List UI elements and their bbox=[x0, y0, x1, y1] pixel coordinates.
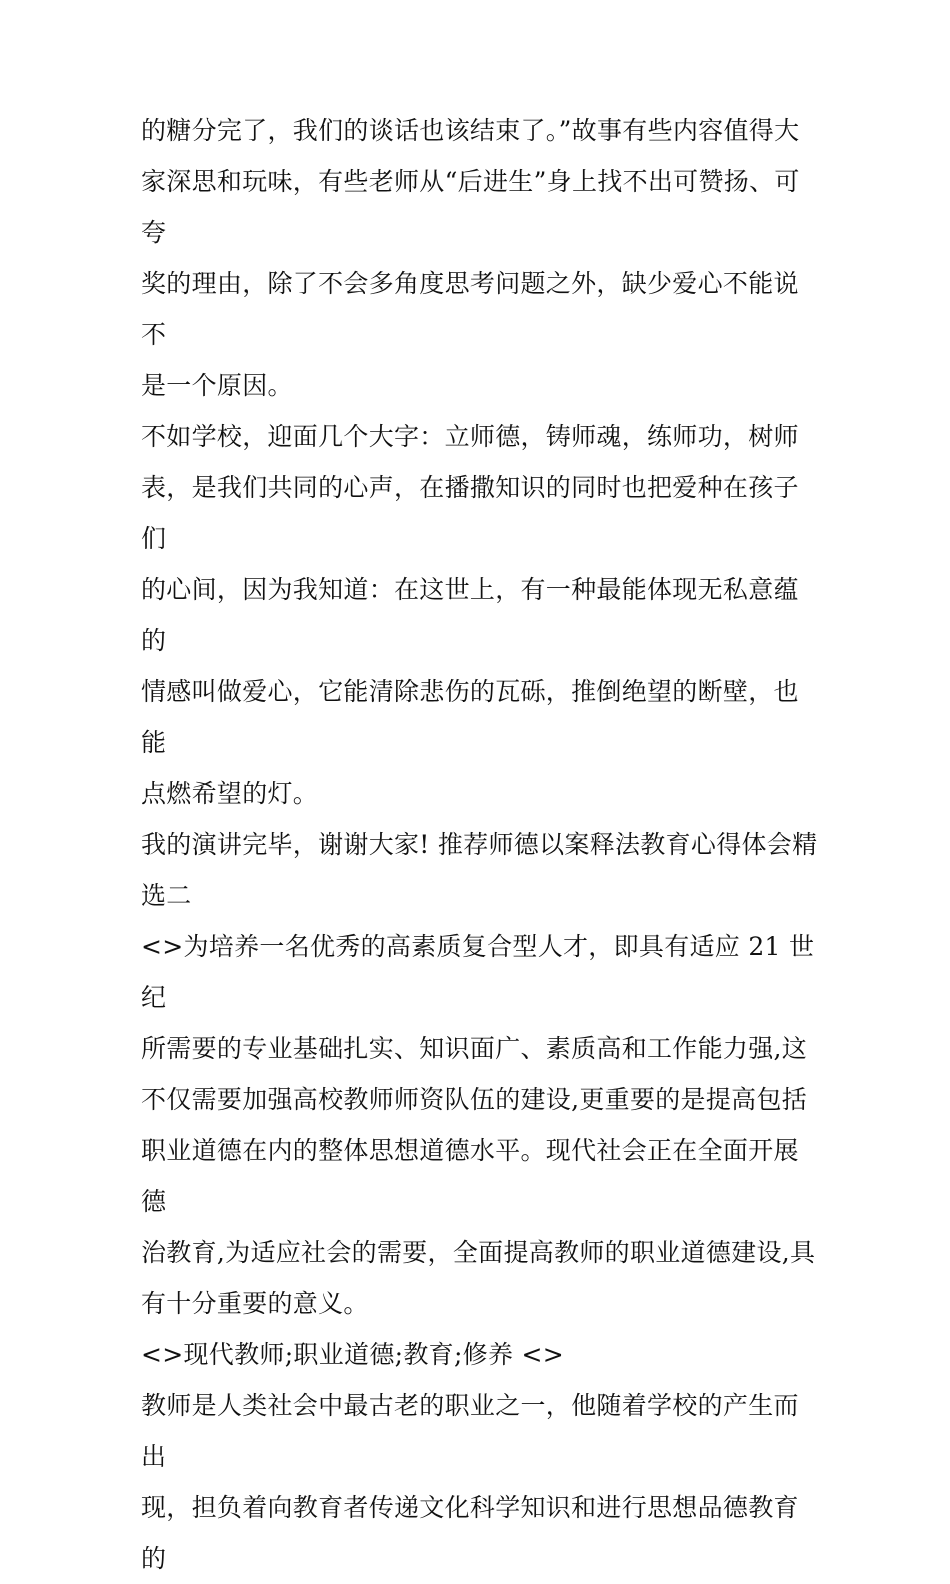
paragraph-speech-end: 我的演讲完毕，谢谢大家! 推荐师德以案释法教育心得体会精 选二 bbox=[141, 830, 818, 910]
paragraph-abstract: <>为培养一名优秀的高素质复合型人才，即具有适应 21 世纪 所需要的专业基础扎实、知识面广、素质高和工作能力强,这 不仅需要加强高校教师师资队伍的建设,更重要的是提高包括 职业道德在内的整体思想道德水平。现代社会正在全面开展德 治教育,为适应社会的需要，全面提高教师的职业道德建设,具 有十分重要的意义。 bbox=[141, 932, 816, 1318]
paragraph-school-motto: 不如学校，迎面几个大字：立师德，铸师魂，练师功，树师 表，是我们共同的心声，在播撒知识的同时也把爱种在孩子们 的心间，因为我知道：在这世上，有一种最能体现无私意蕴的 情感叫做爱心，它能清除悲伤的瓦砾，推倒绝望的断壁，也能 点燃希望的灯。 bbox=[141, 422, 799, 808]
paragraph-teacher-profession: 教师是人类社会中最古老的职业之一，他随着学校的产生而出 现，担负着向教育者传递文化科学知识和进行思想品德教育的 bbox=[141, 1391, 799, 1573]
document-body bbox=[141, 105, 821, 1584]
paragraph-keywords: <>现代教师;职业道德;教育;修养 <> bbox=[141, 1340, 565, 1369]
paragraph-story-ending: 的糖分完了，我们的谈话也该结束了。”故事有些内容值得大 家深思和玩味，有些老师从“后进生”身上找不出可赞扬、可夸 奖的理由，除了不会多角度思考问题之外，缺少爱心不能说不 是一个原因。 bbox=[141, 116, 800, 400]
